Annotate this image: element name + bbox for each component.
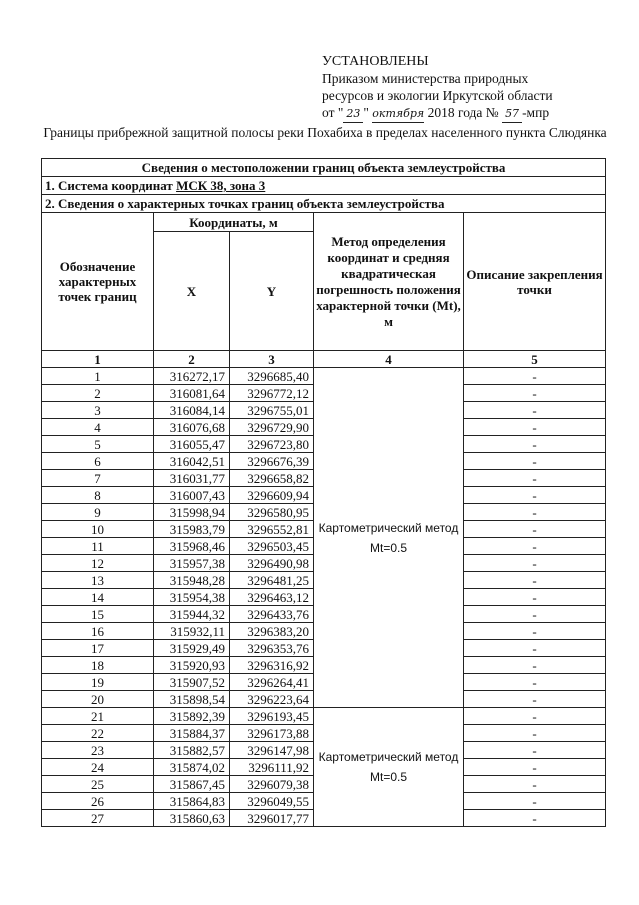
point-description: -: [464, 640, 606, 657]
point-description: -: [464, 402, 606, 419]
header-designation: Обозначение характерных точек границ: [42, 213, 154, 351]
handwritten-day: 23: [343, 105, 363, 123]
coord-y: 3296383,20: [230, 623, 314, 640]
header-coordinates: Координаты, м: [154, 213, 314, 232]
coord-x: 316081,64: [154, 385, 230, 402]
coord-y: 3296147,98: [230, 742, 314, 759]
point-number: 5: [42, 436, 154, 453]
point-number: 4: [42, 419, 154, 436]
coord-x: 316084,14: [154, 402, 230, 419]
column-number: 3: [230, 351, 314, 368]
coord-x: 315864,83: [154, 793, 230, 810]
point-number: 12: [42, 555, 154, 572]
point-description: -: [464, 419, 606, 436]
coord-y: 3296676,39: [230, 453, 314, 470]
coord-x: 315892,39: [154, 708, 230, 725]
coord-x: 315882,57: [154, 742, 230, 759]
point-number: 9: [42, 504, 154, 521]
point-number: 6: [42, 453, 154, 470]
approval-line-1: Приказом министерства природных: [322, 71, 529, 86]
coord-y: 3296552,81: [230, 521, 314, 538]
coord-x: 315957,38: [154, 555, 230, 572]
coord-x: 315983,79: [154, 521, 230, 538]
document-title: Границы прибрежной защитной полосы реки Похабиха в пределах населенного пункта Слюдянка: [43, 125, 607, 140]
point-description: -: [464, 470, 606, 487]
table-row: [42, 708, 606, 725]
coord-y: 3296658,82: [230, 470, 314, 487]
coord-x: 316076,68: [154, 419, 230, 436]
coord-y: 3296723,80: [230, 436, 314, 453]
header-row-1: [42, 213, 606, 232]
date-prefix: от ": [322, 105, 344, 120]
approval-heading: УСТАНОВЛЕНЫ: [322, 54, 429, 69]
point-number: 3: [42, 402, 154, 419]
coordinate-system-prefix: 1. Система координат: [45, 178, 177, 193]
point-number: 26: [42, 793, 154, 810]
coord-x: 315932,11: [154, 623, 230, 640]
approval-block: [322, 53, 622, 123]
coordinate-system: [42, 177, 606, 195]
coord-x: 316272,17: [154, 368, 230, 385]
method-cell-1: Картометрический метод Mt=0.5: [314, 368, 464, 708]
point-description: -: [464, 708, 606, 725]
point-number: 23: [42, 742, 154, 759]
header-method: Метод определения координат и средняя квадратическая погрешность положения характерной точки (Mt), м: [314, 213, 464, 351]
method-cell-2: Картометрический метод Mt=0.5: [314, 708, 464, 827]
coordinate-system-row: [42, 177, 606, 195]
point-number: 15: [42, 606, 154, 623]
point-description: -: [464, 606, 606, 623]
coord-y: 3296490,98: [230, 555, 314, 572]
approval-line-2: ресурсов и экологии Иркутской области: [322, 88, 553, 103]
point-number: 21: [42, 708, 154, 725]
coord-y: 3296079,38: [230, 776, 314, 793]
point-description: -: [464, 368, 606, 385]
point-number: 13: [42, 572, 154, 589]
coord-x: 316031,77: [154, 470, 230, 487]
header-description: Описание закрепления точки: [464, 213, 606, 351]
header-x: X: [154, 232, 230, 351]
coord-y: 3296353,76: [230, 640, 314, 657]
column-number: 1: [42, 351, 154, 368]
column-number: 5: [464, 351, 606, 368]
point-description: -: [464, 759, 606, 776]
coord-y: 3296755,01: [230, 402, 314, 419]
coord-y: 3296463,12: [230, 589, 314, 606]
coord-x: 316007,43: [154, 487, 230, 504]
coord-x: 315954,38: [154, 589, 230, 606]
number-suffix: -мпр: [522, 105, 550, 120]
coord-x: 315968,46: [154, 538, 230, 555]
coord-x: 315929,49: [154, 640, 230, 657]
coord-y: 3296049,55: [230, 793, 314, 810]
point-number: 25: [42, 776, 154, 793]
point-number: 2: [42, 385, 154, 402]
coord-x: 315874,02: [154, 759, 230, 776]
point-number: 10: [42, 521, 154, 538]
column-number: 4: [314, 351, 464, 368]
coord-x: 315907,52: [154, 674, 230, 691]
point-description: -: [464, 436, 606, 453]
point-number: 22: [42, 725, 154, 742]
coord-y: 3296193,45: [230, 708, 314, 725]
coord-x: 315867,45: [154, 776, 230, 793]
point-description: -: [464, 555, 606, 572]
point-number: 16: [42, 623, 154, 640]
coord-y: 3296173,88: [230, 725, 314, 742]
coord-x: 316042,51: [154, 453, 230, 470]
column-numbers-row: [42, 351, 606, 368]
points-title: 2. Сведения о характерных точках границ объекта землеустройства: [42, 195, 606, 213]
point-description: -: [464, 572, 606, 589]
column-number: 2: [154, 351, 230, 368]
point-number: 18: [42, 657, 154, 674]
coord-y: 3296503,45: [230, 538, 314, 555]
coord-y: 3296017,77: [230, 810, 314, 827]
point-number: 14: [42, 589, 154, 606]
coord-x: 315944,32: [154, 606, 230, 623]
point-description: -: [464, 521, 606, 538]
point-number: 20: [42, 691, 154, 708]
section-title: Сведения о местоположении границ объекта землеустройства: [42, 159, 606, 177]
point-number: 24: [42, 759, 154, 776]
coord-y: 3296481,25: [230, 572, 314, 589]
coord-x: 315998,94: [154, 504, 230, 521]
table-row: [42, 368, 606, 385]
point-number: 1: [42, 368, 154, 385]
point-description: -: [464, 810, 606, 827]
point-description: -: [464, 623, 606, 640]
point-description: -: [464, 725, 606, 742]
coord-y: 3296111,92: [230, 759, 314, 776]
coord-x: 315920,93: [154, 657, 230, 674]
approval-date-line: [322, 104, 622, 123]
boundary-points-table: [41, 158, 606, 827]
header-y: Y: [230, 232, 314, 351]
point-description: -: [464, 691, 606, 708]
point-description: -: [464, 538, 606, 555]
coord-x: 315884,37: [154, 725, 230, 742]
coord-y: 3296772,12: [230, 385, 314, 402]
coord-y: 3296729,90: [230, 419, 314, 436]
coord-y: 3296609,94: [230, 487, 314, 504]
point-description: -: [464, 385, 606, 402]
coord-y: 3296264,41: [230, 674, 314, 691]
point-number: 27: [42, 810, 154, 827]
point-description: -: [464, 776, 606, 793]
point-description: -: [464, 674, 606, 691]
coord-y: 3296223,64: [230, 691, 314, 708]
point-description: -: [464, 589, 606, 606]
coord-y: 3296685,40: [230, 368, 314, 385]
coord-x: 315948,28: [154, 572, 230, 589]
point-description: -: [464, 453, 606, 470]
point-description: -: [464, 657, 606, 674]
point-description: -: [464, 487, 606, 504]
coord-x: 315898,54: [154, 691, 230, 708]
point-number: 7: [42, 470, 154, 487]
point-description: -: [464, 793, 606, 810]
point-description: -: [464, 742, 606, 759]
coord-x: 315860,63: [154, 810, 230, 827]
section-title-row: [42, 159, 606, 177]
handwritten-month: октября: [372, 105, 424, 123]
points-title-row: [42, 195, 606, 213]
coord-y: 3296316,92: [230, 657, 314, 674]
date-mid: ": [363, 105, 369, 120]
handwritten-number: 57: [502, 105, 522, 123]
coord-y: 3296433,76: [230, 606, 314, 623]
coord-y: 3296580,95: [230, 504, 314, 521]
coord-x: 316055,47: [154, 436, 230, 453]
point-number: 8: [42, 487, 154, 504]
date-suffix: 2018 года №: [427, 105, 499, 120]
coordinate-system-name: МСК 38, зона 3: [176, 178, 266, 193]
point-number: 19: [42, 674, 154, 691]
point-number: 11: [42, 538, 154, 555]
point-description: -: [464, 504, 606, 521]
point-number: 17: [42, 640, 154, 657]
